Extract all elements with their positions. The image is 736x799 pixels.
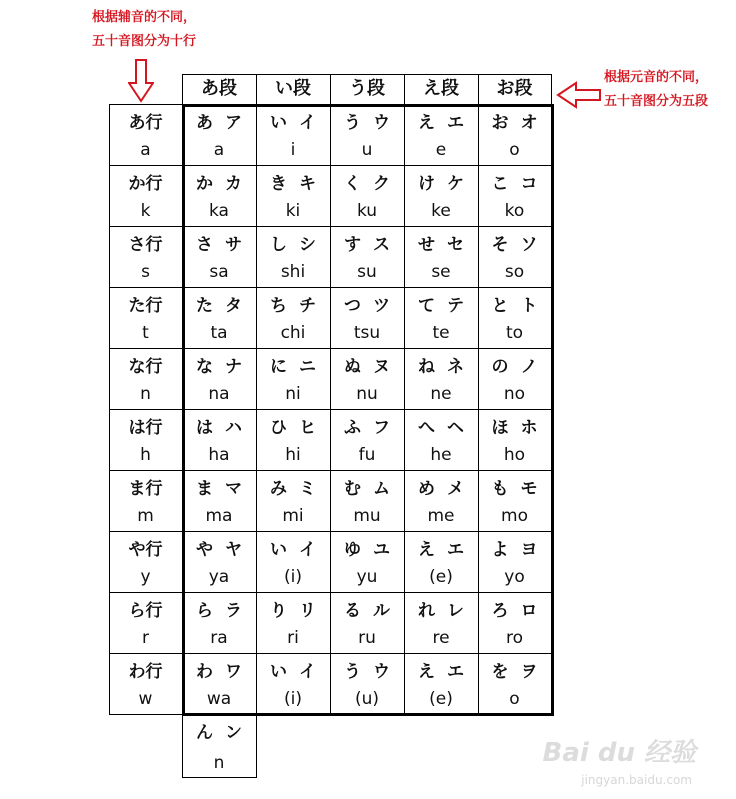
kana-cell <box>256 291 330 319</box>
kana-cell <box>404 657 478 685</box>
hiragana: ち <box>270 296 287 316</box>
romaji-cell: mu <box>353 506 381 526</box>
column-header: あ段 <box>201 78 237 99</box>
kana-cell <box>182 474 256 502</box>
katakana: ノ <box>520 357 538 377</box>
hiragana: ね <box>418 357 435 377</box>
hiragana: も <box>491 479 509 499</box>
kana-cell <box>330 535 404 563</box>
hiragana: さ <box>196 235 213 255</box>
hiragana: ひ <box>270 418 287 438</box>
kana-cell <box>404 169 478 197</box>
row-label: な行 <box>128 357 163 377</box>
romaji-cell: ni <box>285 384 301 404</box>
katakana: エ <box>447 540 464 560</box>
label-row-divider <box>109 287 182 288</box>
kana-cell <box>478 474 551 502</box>
katakana: ナ <box>225 357 242 377</box>
hiragana: は <box>196 418 213 438</box>
hiragana: お <box>491 113 509 133</box>
romaji-cell: ke <box>431 201 451 221</box>
kana-cell <box>478 596 551 624</box>
romaji-cell: re <box>432 628 450 648</box>
katakana: ハ <box>225 418 242 438</box>
katakana: ネ <box>447 357 464 377</box>
romaji-cell: ha <box>208 445 230 465</box>
row-label: わ行 <box>128 662 163 682</box>
katakana: モ <box>520 479 538 499</box>
romaji-cell: o <box>509 689 520 709</box>
romaji-cell: ku <box>356 201 378 221</box>
katakana: イ <box>299 113 316 133</box>
label-top-border <box>109 104 182 105</box>
romaji-cell: yo <box>504 567 525 587</box>
katakana: ツ <box>373 296 390 316</box>
kana-cell <box>182 169 256 197</box>
label-row-divider <box>109 226 182 227</box>
hiragana: い <box>270 662 287 682</box>
katakana: ヘ <box>447 418 464 438</box>
kana-cell <box>478 657 551 685</box>
column-header: お段 <box>496 78 533 99</box>
hiragana: え <box>418 540 435 560</box>
romaji-cell: mi <box>282 506 304 526</box>
kana-cell <box>404 230 478 258</box>
hiragana: り <box>270 601 287 621</box>
kana-cell <box>404 474 478 502</box>
katakana: ヒ <box>299 418 316 438</box>
kana-cell <box>256 535 330 563</box>
romaji-cell: so <box>504 262 525 282</box>
hiragana: ん <box>196 723 213 743</box>
consonant-note-line-2: 五十音图分为十行 <box>92 34 197 49</box>
romaji-cell: nu <box>356 384 378 404</box>
row-label: あ行 <box>128 113 163 133</box>
katakana: エ <box>447 662 464 682</box>
column-header: い段 <box>275 78 311 99</box>
kana-cell <box>478 108 551 136</box>
katakana: リ <box>299 601 316 621</box>
katakana: フ <box>373 418 390 438</box>
katakana: サ <box>225 235 242 255</box>
kana-cell <box>182 413 256 441</box>
kana-cell <box>404 596 478 624</box>
romaji-cell: o <box>509 140 520 160</box>
hiragana: れ <box>418 601 435 621</box>
kana-cell <box>182 657 256 685</box>
katakana: メ <box>447 479 464 499</box>
katakana: ロ <box>520 601 538 621</box>
hiragana: け <box>418 174 435 194</box>
hiragana: う <box>344 113 361 133</box>
kana-cell-n <box>182 718 256 746</box>
romaji-cell: e <box>435 140 447 160</box>
row-roman: r <box>142 628 149 648</box>
body-left-border <box>182 104 185 716</box>
row-label: や行 <box>128 540 163 560</box>
row-roman: s <box>141 262 150 282</box>
label-row-divider <box>109 653 182 654</box>
hiragana: み <box>270 479 287 499</box>
n-box-right <box>256 714 257 778</box>
hiragana: ら <box>196 601 213 621</box>
romaji-cell: ne <box>430 384 452 404</box>
body-top-border <box>182 104 554 107</box>
kana-cell <box>256 657 330 685</box>
katakana: ヤ <box>225 540 242 560</box>
kana-cell <box>330 169 404 197</box>
row-divider <box>182 653 551 654</box>
kana-cell <box>182 596 256 624</box>
romaji-cell: ma <box>205 506 233 526</box>
row-roman: w <box>138 689 153 709</box>
kana-cell <box>256 596 330 624</box>
header-divider <box>404 74 405 104</box>
romaji-cell: chi <box>280 323 306 343</box>
hiragana: わ <box>196 662 213 682</box>
romaji-cell: se <box>431 262 451 282</box>
consonant-note <box>92 6 196 54</box>
katakana: ニ <box>299 357 316 377</box>
row-divider <box>182 165 551 166</box>
kana-cell <box>330 413 404 441</box>
romaji-cell: su <box>357 262 377 282</box>
hiragana: む <box>344 479 361 499</box>
katakana: ヲ <box>520 662 538 682</box>
kana-cell <box>330 474 404 502</box>
label-row-divider <box>109 409 182 410</box>
row-label: さ行 <box>128 235 163 255</box>
kana-cell <box>478 535 551 563</box>
kana-cell <box>330 108 404 136</box>
katakana: キ <box>299 174 316 194</box>
hiragana: し <box>270 235 287 255</box>
romaji-cell: a <box>213 140 225 160</box>
header-divider <box>256 74 257 104</box>
romaji-cell: yu <box>356 567 378 587</box>
kana-cell <box>330 596 404 624</box>
katakana: ミ <box>299 479 316 499</box>
katakana: ヌ <box>373 357 390 377</box>
katakana: レ <box>447 601 464 621</box>
romaji-cell: ra <box>210 628 228 648</box>
hiragana: つ <box>344 296 361 316</box>
katakana: タ <box>225 296 242 316</box>
kana-cell <box>256 474 330 502</box>
kana-cell <box>478 169 551 197</box>
hiragana: ま <box>196 479 213 499</box>
kana-cell <box>330 291 404 319</box>
katakana: ワ <box>225 662 242 682</box>
kana-cell <box>182 291 256 319</box>
kana-cell <box>182 108 256 136</box>
katakana: ユ <box>373 540 390 560</box>
column-header: え段 <box>423 78 459 99</box>
katakana: ン <box>225 723 242 743</box>
kana-cell <box>404 413 478 441</box>
romaji-cell: na <box>208 384 230 404</box>
kana-cell <box>478 230 551 258</box>
katakana: イ <box>299 662 316 682</box>
n-box-left <box>182 714 183 778</box>
romaji-cell: shi <box>280 262 306 282</box>
hiragana: い <box>270 113 287 133</box>
label-bottom-border <box>109 714 182 715</box>
kana-cell <box>256 230 330 258</box>
hiragana: な <box>196 357 213 377</box>
katakana: イ <box>299 540 316 560</box>
romaji-cell: no <box>503 384 526 404</box>
hiragana: よ <box>491 540 509 560</box>
row-roman: k <box>140 201 151 221</box>
romaji-cell: (u) <box>354 689 380 709</box>
vowel-note-line-1: 根据元音的不同， <box>604 70 709 85</box>
hiragana: そ <box>491 235 509 255</box>
column-header: う段 <box>349 78 385 99</box>
hiragana: る <box>344 601 361 621</box>
kana-cell <box>330 230 404 258</box>
watermark-logo: Bai du 经验 <box>542 738 696 768</box>
romaji-cell: (e) <box>429 567 453 587</box>
hiragana: ろ <box>491 601 509 621</box>
hiragana: す <box>344 235 361 255</box>
katakana: コ <box>520 174 538 194</box>
row-roman: n <box>140 384 151 404</box>
hiragana: へ <box>418 418 435 438</box>
hiragana: え <box>418 113 435 133</box>
vowel-note-line-2: 五十音图分为五段 <box>604 94 709 109</box>
body-bottom-border <box>182 713 554 716</box>
kana-cell <box>404 108 478 136</box>
label-row-divider <box>109 592 182 593</box>
row-roman: m <box>137 506 154 526</box>
katakana: チ <box>299 296 316 316</box>
row-divider <box>182 409 551 410</box>
katakana: テ <box>447 296 464 316</box>
row-roman: a <box>140 140 151 160</box>
romaji-cell: sa <box>209 262 229 282</box>
vowel-note <box>604 66 708 114</box>
katakana: ケ <box>447 174 464 194</box>
row-label: た行 <box>128 296 163 316</box>
header-divider <box>478 74 479 104</box>
romaji-cell: tsu <box>353 323 381 343</box>
row-label: か行 <box>128 174 163 194</box>
row-roman: h <box>140 445 151 465</box>
hiragana: の <box>491 357 509 377</box>
kana-cell <box>330 657 404 685</box>
kana-cell <box>404 535 478 563</box>
header-top-border <box>182 74 551 75</box>
romaji-cell: te <box>432 323 450 343</box>
row-roman: y <box>140 567 151 587</box>
kana-cell <box>478 413 551 441</box>
katakana: カ <box>225 174 242 194</box>
kana-cell <box>330 352 404 380</box>
kana-cell <box>182 352 256 380</box>
romaji-cell-n: n <box>213 753 225 773</box>
hiragana: た <box>196 296 213 316</box>
row-roman: t <box>142 323 149 343</box>
romaji-cell: ya <box>208 567 230 587</box>
katakana: シ <box>299 235 316 255</box>
label-row-divider <box>109 165 182 166</box>
kana-cell <box>256 352 330 380</box>
row-divider <box>182 348 551 349</box>
katakana: ア <box>225 113 242 133</box>
katakana: オ <box>520 113 538 133</box>
watermark-url: jingyan.baidu.com <box>581 773 692 787</box>
katakana: ソ <box>520 235 538 255</box>
hiragana: あ <box>196 113 213 133</box>
header-divider <box>551 74 552 104</box>
hiragana: ふ <box>344 418 361 438</box>
romaji-cell: (i) <box>284 689 302 709</box>
kana-cell <box>256 413 330 441</box>
romaji-cell: ka <box>209 201 229 221</box>
romaji-cell: ta <box>210 323 228 343</box>
katakana: ス <box>373 235 390 255</box>
hiragana: く <box>344 174 361 194</box>
hiragana: を <box>491 662 509 682</box>
row-label: ら行 <box>128 601 163 621</box>
katakana: ム <box>373 479 390 499</box>
hiragana: う <box>344 662 361 682</box>
katakana: ウ <box>373 662 390 682</box>
katakana: セ <box>447 235 464 255</box>
row-label: は行 <box>128 418 163 438</box>
romaji-cell: fu <box>358 445 376 465</box>
consonant-note-line-1: 根据辅音的不同， <box>92 10 197 25</box>
hiragana: に <box>270 357 287 377</box>
body-right-border <box>551 104 554 716</box>
hiragana: こ <box>491 174 509 194</box>
kana-cell <box>256 108 330 136</box>
hiragana: か <box>196 174 213 194</box>
kana-cell <box>182 230 256 258</box>
row-divider <box>182 470 551 471</box>
hiragana: ぬ <box>344 357 361 377</box>
header-divider <box>330 74 331 104</box>
hiragana: て <box>418 296 435 316</box>
katakana: ヨ <box>520 540 538 560</box>
row-divider <box>182 531 551 532</box>
romaji-cell: he <box>430 445 452 465</box>
romaji-cell: ri <box>287 628 299 648</box>
romaji-cell: ro <box>505 628 524 648</box>
kana-cell <box>256 169 330 197</box>
romaji-cell: hi <box>285 445 301 465</box>
romaji-cell: mo <box>501 506 528 526</box>
romaji-cell: (i) <box>284 567 302 587</box>
romaji-cell: ko <box>504 201 525 221</box>
row-divider <box>182 287 551 288</box>
label-row-divider <box>109 531 182 532</box>
arrow-down-icon <box>128 59 154 103</box>
kana-cell <box>478 352 551 380</box>
katakana: エ <box>447 113 464 133</box>
hiragana: き <box>270 174 287 194</box>
hiragana: ほ <box>491 418 509 438</box>
hiragana: い <box>270 540 287 560</box>
romaji-cell: me <box>427 506 455 526</box>
kana-cell <box>478 291 551 319</box>
kana-cell <box>404 291 478 319</box>
label-row-divider <box>109 348 182 349</box>
katakana: マ <box>225 479 242 499</box>
row-divider <box>182 226 551 227</box>
romaji-cell: ho <box>503 445 526 465</box>
label-row-divider <box>109 470 182 471</box>
katakana: ク <box>373 174 390 194</box>
header-divider <box>182 74 183 104</box>
katakana: ト <box>520 296 538 316</box>
hiragana: や <box>196 540 213 560</box>
hiragana: せ <box>418 235 435 255</box>
katakana: ウ <box>373 113 390 133</box>
katakana: ホ <box>520 418 538 438</box>
romaji-cell: ru <box>358 628 376 648</box>
katakana: ル <box>373 601 390 621</box>
kana-cell <box>404 352 478 380</box>
row-divider <box>182 592 551 593</box>
n-box-bottom <box>182 777 257 778</box>
romaji-cell: to <box>505 323 524 343</box>
romaji-cell: i <box>290 140 296 160</box>
hiragana: ゆ <box>344 540 361 560</box>
hiragana: め <box>418 479 435 499</box>
hiragana: え <box>418 662 435 682</box>
arrow-left-icon <box>556 81 602 109</box>
row-label: ま行 <box>128 479 163 499</box>
katakana: ラ <box>225 601 242 621</box>
romaji-cell: wa <box>206 689 232 709</box>
romaji-cell: (e) <box>429 689 453 709</box>
kana-cell <box>182 535 256 563</box>
romaji-cell: ki <box>285 201 301 221</box>
hiragana: と <box>491 296 509 316</box>
romaji-cell: u <box>361 140 373 160</box>
